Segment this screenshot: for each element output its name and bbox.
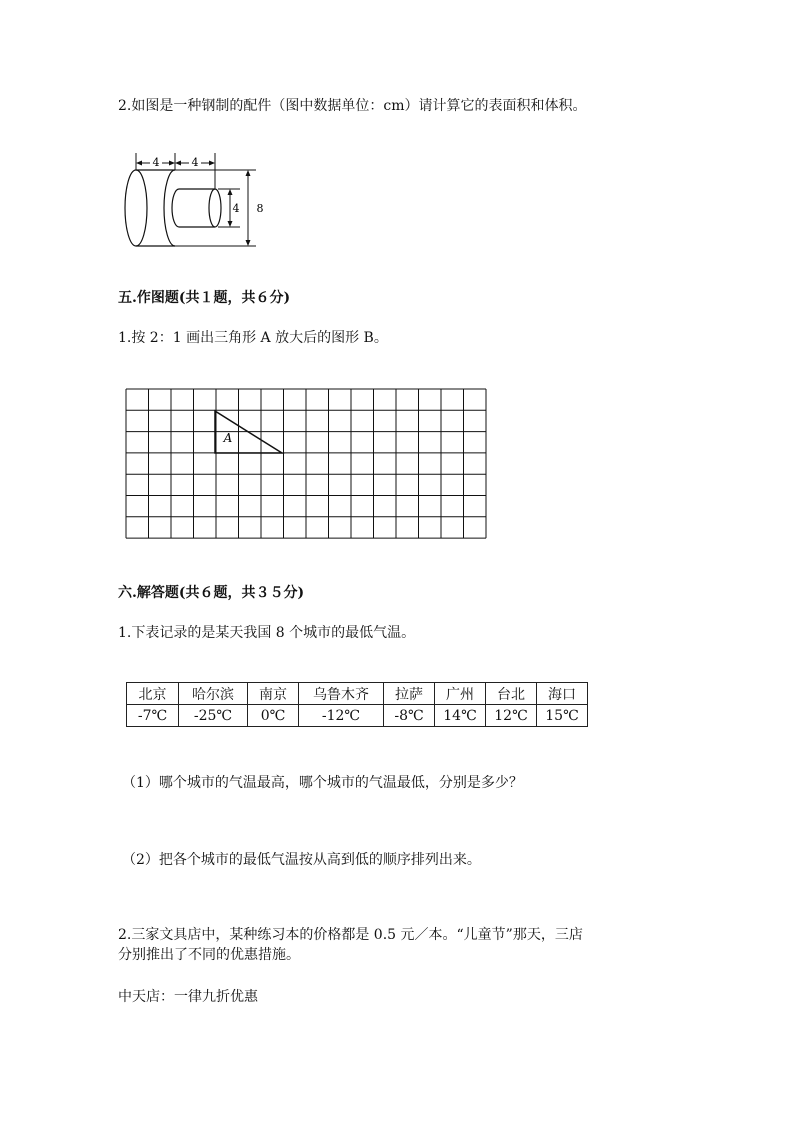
question2-store1: 中天店：一律九折优惠 bbox=[118, 989, 258, 1005]
label-dia-small: 4 bbox=[232, 202, 240, 215]
grid-figure bbox=[118, 382, 490, 540]
table-row-temps bbox=[127, 705, 588, 727]
table-cell: 台北 bbox=[486, 683, 537, 705]
table-cell: -8℃ bbox=[384, 705, 435, 727]
table-cell: 12℃ bbox=[486, 705, 537, 727]
question2-line2: 分别推出了不同的优惠措施。 bbox=[118, 947, 300, 963]
table-cell: 北京 bbox=[127, 683, 179, 705]
question-cylinder-text: 2.如图是一种钢制的配件（图中数据单位：cm）请计算它的表面积和体积。 bbox=[118, 98, 587, 114]
cylinder-figure bbox=[118, 148, 288, 253]
table-cell: 拉萨 bbox=[384, 683, 435, 705]
grid-lines bbox=[126, 389, 486, 538]
table-cell: 南京 bbox=[248, 683, 299, 705]
section6-question1-intro: 1.下表记录的是某天我国 8 个城市的最低气温。 bbox=[118, 625, 416, 641]
triangle-a-label: A bbox=[223, 431, 233, 445]
table-cell: 广州 bbox=[435, 683, 486, 705]
label-len-big: 4 bbox=[152, 156, 160, 169]
section5-heading: 五.作图题(共１题，共６分) bbox=[118, 290, 291, 306]
table-cell: 0℃ bbox=[248, 705, 299, 727]
sub-question-2: （2）把各个城市的最低气温按从高到低的顺序排列出来。 bbox=[122, 852, 481, 868]
sub-question-1: （1）哪个城市的气温最高，哪个城市的气温最低，分别是多少？ bbox=[122, 775, 523, 791]
table-cell: -25℃ bbox=[179, 705, 248, 727]
label-dia-big: 8 bbox=[256, 202, 264, 215]
question2-line1: 2.三家文具店中，某种练习本的价格都是 0.5 元／本。“儿童节”那天，三店 bbox=[118, 927, 583, 943]
label-len-small: 4 bbox=[191, 156, 199, 169]
small-cylinder bbox=[172, 189, 221, 227]
section6-heading: 六.解答题(共６题，共３５分) bbox=[118, 585, 305, 601]
table-cell: 15℃ bbox=[537, 705, 588, 727]
table-cell: 乌鲁木齐 bbox=[299, 683, 384, 705]
table-cell: -7℃ bbox=[127, 705, 179, 727]
table-cell: -12℃ bbox=[299, 705, 384, 727]
table-row-cities bbox=[127, 683, 588, 705]
table-cell: 海口 bbox=[537, 683, 588, 705]
table-cell: 哈尔滨 bbox=[179, 683, 248, 705]
temperature-table bbox=[126, 682, 588, 727]
section5-question1: 1.按 2：1 画出三角形 A 放大后的图形 B。 bbox=[118, 330, 388, 346]
large-cylinder bbox=[125, 170, 175, 246]
table-cell: 14℃ bbox=[435, 705, 486, 727]
